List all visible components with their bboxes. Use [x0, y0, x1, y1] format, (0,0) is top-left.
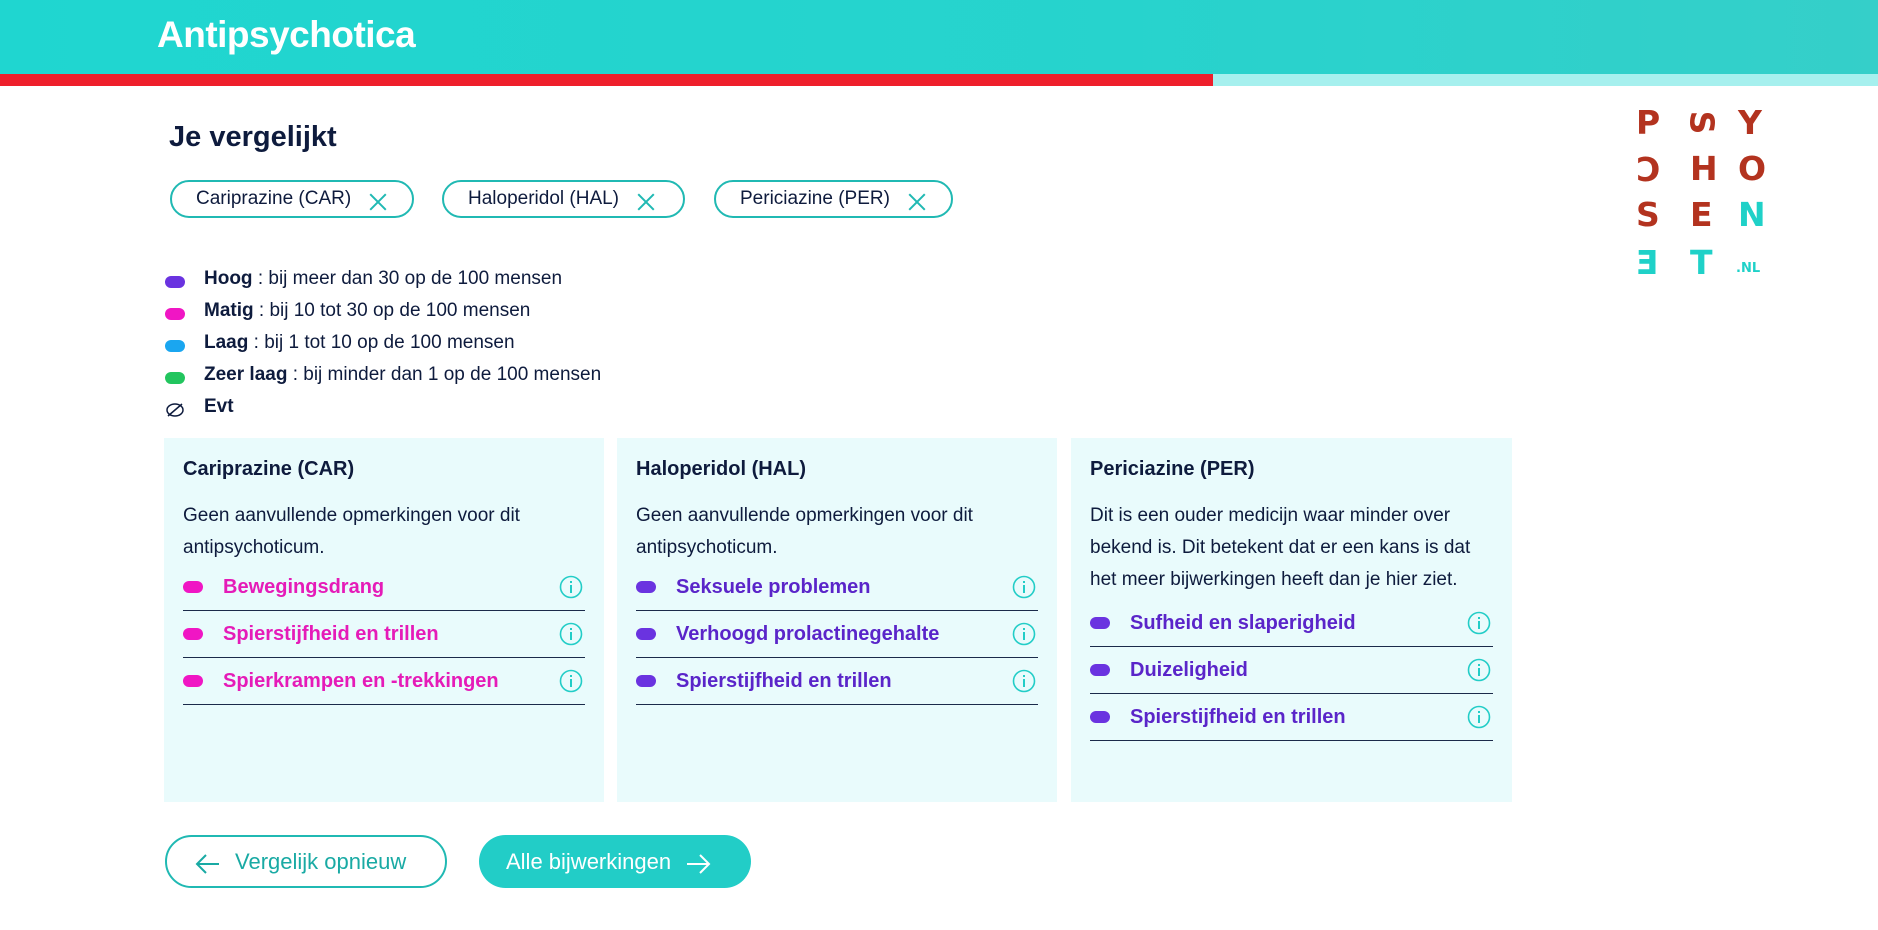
- hoog-dot-icon: [1090, 617, 1110, 629]
- info-icon[interactable]: [559, 669, 583, 693]
- logo-letter: H: [1690, 149, 1718, 188]
- side-effect-name: Spierstijfheid en trillen: [1130, 705, 1346, 728]
- chip-label: Cariprazine (CAR): [196, 188, 352, 209]
- card-description: Geen aanvullende opmerkingen voor dit antipsychoticum.: [183, 505, 520, 558]
- card-description: Dit is een ouder medicijn waar minder over bekend is. Dit betekent dat er een kans is dat het meer bijwerkingen heeft dan je hier ziet.: [1090, 505, 1471, 590]
- logo-suffix: .NL: [1736, 261, 1761, 276]
- logo-letter: S: [1636, 195, 1660, 234]
- side-effect-item[interactable]: [636, 564, 1038, 611]
- slashed-circle-icon: [165, 399, 185, 419]
- info-icon[interactable]: [1012, 575, 1036, 599]
- card-title: Haloperidol (HAL): [636, 458, 806, 480]
- side-effect-item[interactable]: [183, 658, 585, 705]
- legend-level: Matig: [204, 300, 254, 321]
- legend-level: Laag: [204, 332, 249, 353]
- card-title: Cariprazine (CAR): [183, 458, 355, 480]
- side-effect-name: Sufheid en slaperigheid: [1130, 611, 1356, 634]
- chip-label: Periciazine (PER): [740, 188, 890, 209]
- logo-letter: T: [1690, 243, 1713, 282]
- side-effect-item[interactable]: [1090, 694, 1493, 741]
- logo-letter: E: [1636, 243, 1659, 282]
- side-effect-item[interactable]: [636, 611, 1038, 658]
- legend-item-laag: [165, 327, 601, 359]
- card-periciazine: [1071, 438, 1512, 802]
- side-effect-name: Duizeligheid: [1130, 658, 1248, 681]
- hoog-dot-icon: [165, 276, 185, 288]
- logo-letter: C: [1636, 149, 1661, 188]
- side-effect-item[interactable]: [1090, 600, 1493, 647]
- legend-desc: : bij meer dan 30 op de 100 mensen: [252, 268, 563, 289]
- side-effect-list: [1090, 600, 1493, 741]
- header-stripe-red: [0, 74, 1213, 86]
- matig-dot-icon: [183, 581, 203, 593]
- card-title: Periciazine (PER): [1090, 458, 1255, 480]
- arrow-left-icon: [195, 853, 221, 875]
- arrow-right-icon: [685, 853, 711, 875]
- page-title: Antipsychotica: [157, 14, 416, 55]
- info-icon[interactable]: [1467, 611, 1491, 635]
- chip-periciazine[interactable]: [714, 180, 953, 218]
- side-effect-item[interactable]: [1090, 647, 1493, 694]
- hoog-dot-icon: [636, 581, 656, 593]
- laag-dot-icon: [165, 340, 185, 352]
- button-label: Alle bijwerkingen: [506, 848, 672, 874]
- card-description: Geen aanvullende opmerkingen voor dit antipsychoticum.: [636, 505, 973, 558]
- info-icon[interactable]: [1012, 669, 1036, 693]
- frequency-legend: [165, 263, 601, 423]
- chip-label: Haloperidol (HAL): [468, 188, 620, 209]
- legend-desc: : bij minder dan 1 op de 100 mensen: [287, 364, 602, 385]
- chip-haloperidol[interactable]: [442, 180, 685, 218]
- hoog-dot-icon: [636, 675, 656, 687]
- hoog-dot-icon: [1090, 664, 1110, 676]
- card-haloperidol: [617, 438, 1057, 802]
- logo-letter: N: [1738, 195, 1766, 234]
- legend-item-zeer-laag: [165, 359, 601, 391]
- info-icon[interactable]: [1012, 622, 1036, 646]
- info-icon[interactable]: [559, 622, 583, 646]
- side-effect-name: Spierstijfheid en trillen: [223, 622, 439, 645]
- side-effect-name: Spierstijfheid en trillen: [676, 669, 892, 692]
- logo-letter: S: [1682, 110, 1722, 135]
- close-icon[interactable]: [367, 191, 389, 213]
- chip-cariprazine[interactable]: [170, 180, 414, 218]
- matig-dot-icon: [183, 675, 203, 687]
- legend-desc: : bij 10 tot 30 op de 100 mensen: [253, 300, 531, 321]
- card-cariprazine: [164, 438, 604, 802]
- compare-title: Je vergelijkt: [169, 121, 337, 153]
- psychosenet-logo[interactable]: [1630, 100, 1770, 290]
- close-icon[interactable]: [635, 191, 657, 213]
- side-effect-item[interactable]: [183, 564, 585, 611]
- side-effect-name: Seksuele problemen: [676, 575, 871, 598]
- legend-item-matig: [165, 295, 601, 327]
- matig-dot-icon: [165, 308, 185, 320]
- header-bar: [0, 0, 1878, 74]
- side-effect-name: Verhoogd prolactinegehalte: [676, 622, 940, 645]
- info-icon[interactable]: [559, 575, 583, 599]
- side-effect-item[interactable]: [636, 658, 1038, 705]
- all-side-effects-button[interactable]: [479, 835, 751, 888]
- legend-level: Zeer laag: [204, 364, 288, 385]
- legend-level: Hoog: [204, 268, 253, 289]
- side-effect-name: Spierkrampen en -trekkingen: [223, 669, 499, 692]
- matig-dot-icon: [183, 628, 203, 640]
- hoog-dot-icon: [636, 628, 656, 640]
- logo-letter: P: [1636, 103, 1661, 142]
- compare-again-button[interactable]: [165, 835, 447, 888]
- side-effect-list: [636, 564, 1038, 705]
- logo-letter: Y: [1738, 103, 1762, 142]
- close-icon[interactable]: [906, 191, 928, 213]
- side-effect-list: [183, 564, 585, 705]
- side-effect-item[interactable]: [183, 611, 585, 658]
- side-effect-name: Bewegingsdrang: [223, 575, 385, 598]
- legend-desc: : bij 1 tot 10 op de 100 mensen: [248, 332, 515, 353]
- legend-item-evt: [165, 391, 601, 423]
- button-label: Vergelijk opnieuw: [235, 848, 407, 874]
- info-icon[interactable]: [1467, 658, 1491, 682]
- logo-letter: E: [1690, 195, 1713, 234]
- zeer-laag-dot-icon: [165, 372, 185, 384]
- logo-letter: O: [1738, 149, 1767, 188]
- info-icon[interactable]: [1467, 705, 1491, 729]
- legend-level: Evt: [204, 396, 234, 417]
- header-stripe-light: [1213, 74, 1878, 86]
- legend-item-hoog: [165, 263, 601, 295]
- hoog-dot-icon: [1090, 711, 1110, 723]
